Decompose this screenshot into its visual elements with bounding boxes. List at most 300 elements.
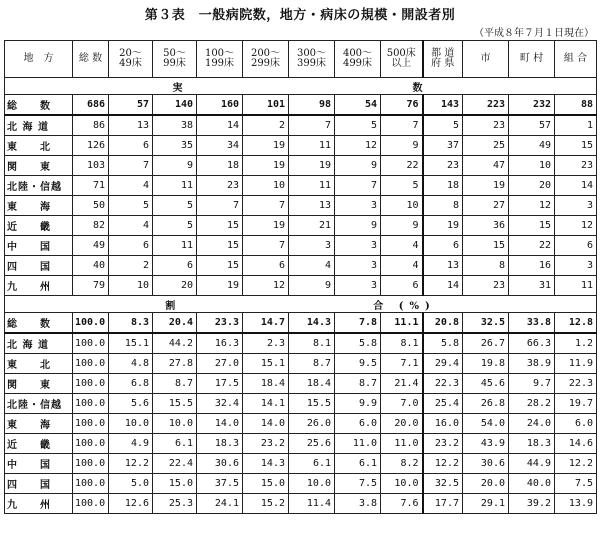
table-cell: 1 (555, 115, 597, 136)
table-cell: 8.7 (289, 354, 335, 374)
region-label: 北 海 道 (5, 115, 73, 136)
table-cell: 27.0 (197, 354, 243, 374)
table-cell: 32.4 (197, 394, 243, 414)
table-cell: 14.0 (243, 414, 289, 434)
column-header: 都 道 府 県 (423, 41, 463, 78)
table-cell: 12.2 (423, 454, 463, 474)
table-cell: 4 (109, 216, 153, 236)
table-cell: 54.0 (463, 414, 509, 434)
table-cell: 25.6 (289, 434, 335, 454)
table-cell: 18.3 (509, 434, 555, 454)
table-cell: 15.5 (153, 394, 197, 414)
table-cell: 5 (153, 196, 197, 216)
table-cell: 6.0 (335, 414, 381, 434)
table-cell: 98 (289, 95, 335, 116)
table-cell: 6 (153, 256, 197, 276)
column-header: 組 合 (555, 41, 597, 78)
table-cell: 22.3 (555, 374, 597, 394)
table-cell: 15.2 (243, 494, 289, 514)
table-cell: 82 (73, 216, 109, 236)
table-cell: 26.0 (289, 414, 335, 434)
table-cell: 10.0 (153, 414, 197, 434)
table-cell: 8.3 (109, 313, 153, 334)
table-cell: 5.8 (423, 333, 463, 354)
table-row (5, 414, 597, 434)
table-cell: 15 (463, 236, 509, 256)
table-cell: 14.6 (555, 434, 597, 454)
table-row (5, 256, 597, 276)
region-label: 四 国 (5, 256, 73, 276)
table-cell: 13 (109, 115, 153, 136)
table-cell: 20.0 (381, 414, 423, 434)
table-cell: 101 (243, 95, 289, 116)
table-cell: 23.2 (243, 434, 289, 454)
table-cell: 66.3 (509, 333, 555, 354)
table-cell: 50 (73, 196, 109, 216)
table-cell: 30.6 (197, 454, 243, 474)
column-header: 町 村 (509, 41, 555, 78)
column-header: 200〜 299床 (243, 41, 289, 78)
table-cell: 24.0 (509, 414, 555, 434)
table-cell: 54 (335, 95, 381, 116)
table-cell: 18 (423, 176, 463, 196)
table-cell: 15 (197, 256, 243, 276)
table-cell: 5 (109, 196, 153, 216)
region-label: 東 北 (5, 136, 73, 156)
table-cell: 5.6 (109, 394, 153, 414)
table-cell: 76 (381, 95, 423, 116)
table-cell: 6.1 (289, 454, 335, 474)
table-cell: 15.0 (153, 474, 197, 494)
table-cell: 23 (463, 115, 509, 136)
table-cell: 23 (463, 276, 509, 296)
table-cell: 49 (73, 236, 109, 256)
table-cell: 100.0 (73, 474, 109, 494)
table-cell: 3 (335, 236, 381, 256)
table-cell: 13 (289, 196, 335, 216)
hospital-table (4, 40, 597, 514)
table-cell: 12.8 (555, 313, 597, 334)
table-cell: 12.2 (109, 454, 153, 474)
table-cell: 28.2 (509, 394, 555, 414)
table-cell: 15 (197, 236, 243, 256)
table-cell: 4.8 (109, 354, 153, 374)
table-cell: 126 (73, 136, 109, 156)
table-cell: 7.5 (555, 474, 597, 494)
table-cell: 5 (423, 115, 463, 136)
table-cell: 57 (509, 115, 555, 136)
table-cell: 7.8 (335, 313, 381, 334)
section-row (5, 78, 597, 95)
region-label: 東 海 (5, 196, 73, 216)
table-cell: 11 (153, 236, 197, 256)
table-row (5, 216, 597, 236)
table-cell: 686 (73, 95, 109, 116)
table-row (5, 394, 597, 414)
region-label: 北陸・信越 (5, 176, 73, 196)
column-header: 500床 以上 (381, 41, 423, 78)
table-cell: 18.4 (289, 374, 335, 394)
table-cell: 7 (289, 115, 335, 136)
table-cell: 9 (153, 156, 197, 176)
table-cell: 6.1 (335, 454, 381, 474)
table-cell: 10 (509, 156, 555, 176)
table-cell: 4.9 (109, 434, 153, 454)
table-cell: 11.0 (335, 434, 381, 454)
table-row (5, 276, 597, 296)
table-cell: 7.1 (381, 354, 423, 374)
table-cell: 14.3 (243, 454, 289, 474)
table-cell: 6 (555, 236, 597, 256)
table-cell: 7 (381, 115, 423, 136)
table-cell: 18.3 (197, 434, 243, 454)
table-cell: 22 (381, 156, 423, 176)
table-cell: 100.0 (73, 394, 109, 414)
table-cell: 6.0 (555, 414, 597, 434)
table-cell: 7 (243, 196, 289, 216)
region-label: 近 畿 (5, 216, 73, 236)
table-cell: 8.2 (381, 454, 423, 474)
table-cell: 16.0 (423, 414, 463, 434)
region-label: 北 海 道 (5, 333, 73, 354)
table-cell: 44.2 (153, 333, 197, 354)
table-cell: 43.9 (463, 434, 509, 454)
table-cell: 12.6 (109, 494, 153, 514)
table-cell: 9 (381, 216, 423, 236)
table-cell: 14.3 (289, 313, 335, 334)
table-cell: 19 (423, 216, 463, 236)
table-cell: 15 (509, 216, 555, 236)
table-row (5, 374, 597, 394)
region-label: 関 東 (5, 156, 73, 176)
table-cell: 38.9 (509, 354, 555, 374)
table-cell: 23 (423, 156, 463, 176)
region-label: 総 数 (5, 313, 73, 334)
table-cell: 8.1 (289, 333, 335, 354)
table-cell: 25 (463, 136, 509, 156)
table-cell: 4 (289, 256, 335, 276)
table-cell: 24.1 (197, 494, 243, 514)
section-label: 割 合 (%) (5, 296, 597, 313)
table-cell: 21 (289, 216, 335, 236)
table-cell: 19 (243, 136, 289, 156)
table-cell: 19 (197, 276, 243, 296)
table-cell: 3 (555, 196, 597, 216)
column-header: 400〜 499床 (335, 41, 381, 78)
table-row (5, 115, 597, 136)
table-cell: 5.0 (109, 474, 153, 494)
table-cell: 7 (109, 156, 153, 176)
table-cell: 14.7 (243, 313, 289, 334)
table-cell: 32.5 (463, 313, 509, 334)
table-cell: 15.5 (289, 394, 335, 414)
table-cell: 9 (381, 136, 423, 156)
table-cell: 26.8 (463, 394, 509, 414)
table-cell: 20.8 (423, 313, 463, 334)
table-cell: 19 (289, 156, 335, 176)
table-cell: 19 (243, 216, 289, 236)
table-row (5, 196, 597, 216)
table-cell: 223 (463, 95, 509, 116)
table-cell: 3 (555, 256, 597, 276)
table-row (5, 95, 597, 116)
table-cell: 25.4 (423, 394, 463, 414)
region-label: 東 海 (5, 414, 73, 434)
table-cell: 5 (153, 216, 197, 236)
table-row (5, 236, 597, 256)
table-cell: 12 (509, 196, 555, 216)
table-cell: 45.6 (463, 374, 509, 394)
table-cell: 100.0 (73, 494, 109, 514)
table-cell: 37.5 (197, 474, 243, 494)
region-label: 東 北 (5, 354, 73, 374)
table-cell: 18.4 (243, 374, 289, 394)
table-cell: 17.7 (423, 494, 463, 514)
table-cell: 47 (463, 156, 509, 176)
column-header: 市 (463, 41, 509, 78)
table-cell: 27 (463, 196, 509, 216)
section-label: 実 数 (5, 78, 597, 95)
table-cell: 18 (197, 156, 243, 176)
table-cell: 11.0 (381, 434, 423, 454)
table-cell: 23.3 (197, 313, 243, 334)
region-label: 九 州 (5, 494, 73, 514)
table-cell: 100.0 (73, 313, 109, 334)
table-cell: 9 (289, 276, 335, 296)
table-row (5, 354, 597, 374)
table-cell: 143 (423, 95, 463, 116)
table-cell: 37 (423, 136, 463, 156)
table-cell: 71 (73, 176, 109, 196)
table-cell: 3 (335, 256, 381, 276)
table-cell: 32.5 (423, 474, 463, 494)
table-cell: 3 (335, 196, 381, 216)
table-cell: 6 (423, 236, 463, 256)
table-cell: 8 (423, 196, 463, 216)
survey-date: （平成８年７月１日現在） (474, 28, 594, 39)
table-cell: 100.0 (73, 333, 109, 354)
table-cell: 103 (73, 156, 109, 176)
table-cell: 5 (381, 176, 423, 196)
table-cell: 44.9 (509, 454, 555, 474)
table-cell: 35 (153, 136, 197, 156)
table-cell: 6 (109, 236, 153, 256)
section-row (5, 296, 597, 313)
table-cell: 79 (73, 276, 109, 296)
table-cell: 36 (463, 216, 509, 236)
table-cell: 9.9 (335, 394, 381, 414)
table-cell: 8.1 (381, 333, 423, 354)
table-cell: 140 (153, 95, 197, 116)
table-title: 第３表 一般病院数，地方・病床の規模・開設者別 (144, 8, 456, 23)
table-cell: 11 (555, 276, 597, 296)
table-cell: 232 (509, 95, 555, 116)
table-cell: 15.0 (243, 474, 289, 494)
region-label: 中 国 (5, 236, 73, 256)
table-row (5, 313, 597, 334)
table-cell: 5.8 (335, 333, 381, 354)
table-cell: 12 (335, 136, 381, 156)
table-cell: 7.0 (381, 394, 423, 414)
table-cell: 49 (509, 136, 555, 156)
table-cell: 21.4 (381, 374, 423, 394)
table-row (5, 474, 597, 494)
table-cell: 19.7 (555, 394, 597, 414)
region-label: 四 国 (5, 474, 73, 494)
table-cell: 6 (109, 136, 153, 156)
region-label: 近 畿 (5, 434, 73, 454)
table-cell: 10.0 (381, 474, 423, 494)
table-cell: 13 (423, 256, 463, 276)
table-cell: 4 (381, 256, 423, 276)
table-cell: 12 (243, 276, 289, 296)
table-cell: 12.2 (555, 454, 597, 474)
table-cell: 16.3 (197, 333, 243, 354)
table-cell: 25.3 (153, 494, 197, 514)
table-cell: 40 (73, 256, 109, 276)
table-cell: 20 (509, 176, 555, 196)
table-cell: 14.1 (243, 394, 289, 414)
table-cell: 1.2 (555, 333, 597, 354)
table-cell: 27.8 (153, 354, 197, 374)
table-cell: 86 (73, 115, 109, 136)
table-cell: 10 (109, 276, 153, 296)
table-cell: 14 (197, 115, 243, 136)
table-cell: 8.7 (335, 374, 381, 394)
table-cell: 2.3 (243, 333, 289, 354)
table-cell: 7.6 (381, 494, 423, 514)
table-cell: 7.5 (335, 474, 381, 494)
table-cell: 19 (463, 176, 509, 196)
table-cell: 8 (463, 256, 509, 276)
table-cell: 22.4 (153, 454, 197, 474)
table-cell: 6.1 (153, 434, 197, 454)
table-cell: 10.0 (289, 474, 335, 494)
table-cell: 26.7 (463, 333, 509, 354)
header-row (5, 41, 597, 78)
table-cell: 7 (197, 196, 243, 216)
region-label: 関 東 (5, 374, 73, 394)
table-cell: 23 (197, 176, 243, 196)
table-cell: 9.5 (335, 354, 381, 374)
table-cell: 11 (153, 176, 197, 196)
region-label: 九 州 (5, 276, 73, 296)
table-cell: 3 (335, 276, 381, 296)
column-header: 50〜 99床 (153, 41, 197, 78)
table-cell: 10 (381, 196, 423, 216)
table-cell: 100.0 (73, 434, 109, 454)
table-cell: 17.5 (197, 374, 243, 394)
column-header: 300〜 399床 (289, 41, 335, 78)
table-cell: 9.7 (509, 374, 555, 394)
table-cell: 15 (555, 136, 597, 156)
table-cell: 22 (509, 236, 555, 256)
table-cell: 160 (197, 95, 243, 116)
table-cell: 33.8 (509, 313, 555, 334)
table-cell: 4 (109, 176, 153, 196)
table-cell: 6.8 (109, 374, 153, 394)
table-cell: 39.2 (509, 494, 555, 514)
table-body (5, 78, 597, 514)
table-cell: 40.0 (509, 474, 555, 494)
table-cell: 3.8 (335, 494, 381, 514)
table-cell: 5 (335, 115, 381, 136)
table-cell: 14 (423, 276, 463, 296)
table-row (5, 156, 597, 176)
table-cell: 14 (555, 176, 597, 196)
table-cell: 57 (109, 95, 153, 116)
region-label: 中 国 (5, 454, 73, 474)
table-cell: 11 (289, 176, 335, 196)
table-cell: 14.0 (197, 414, 243, 434)
table-cell: 20 (153, 276, 197, 296)
table-row (5, 176, 597, 196)
table-cell: 7 (335, 176, 381, 196)
table-cell: 20.0 (463, 474, 509, 494)
column-header: 総 数 (73, 41, 109, 78)
table-cell: 6 (243, 256, 289, 276)
column-header: 100〜 199床 (197, 41, 243, 78)
table-cell: 10 (243, 176, 289, 196)
table-cell: 6 (381, 276, 423, 296)
table-cell: 11.4 (289, 494, 335, 514)
table-cell: 29.4 (423, 354, 463, 374)
table-cell: 31 (509, 276, 555, 296)
table-cell: 23 (555, 156, 597, 176)
table-cell: 100.0 (73, 454, 109, 474)
table-cell: 15 (197, 216, 243, 236)
table-row (5, 136, 597, 156)
region-label: 総 数 (5, 95, 73, 116)
table-cell: 11.9 (555, 354, 597, 374)
table-cell: 13.9 (555, 494, 597, 514)
table-cell: 2 (243, 115, 289, 136)
table-cell: 30.6 (463, 454, 509, 474)
table-cell: 100.0 (73, 374, 109, 394)
table-row (5, 454, 597, 474)
table-cell: 3 (289, 236, 335, 256)
table-row (5, 494, 597, 514)
table-cell: 9 (335, 156, 381, 176)
table-cell: 8.7 (153, 374, 197, 394)
table-row (5, 333, 597, 354)
column-header: 地 方 (5, 41, 73, 78)
table-cell: 38 (153, 115, 197, 136)
table-cell: 10.0 (109, 414, 153, 434)
table-cell: 12 (555, 216, 597, 236)
table-cell: 34 (197, 136, 243, 156)
table-cell: 15.1 (243, 354, 289, 374)
table-cell: 22.3 (423, 374, 463, 394)
table-cell: 11 (289, 136, 335, 156)
table-cell: 16 (509, 256, 555, 276)
table-cell: 23.2 (423, 434, 463, 454)
table-cell: 100.0 (73, 354, 109, 374)
table-cell: 19.8 (463, 354, 509, 374)
region-label: 北陸・信越 (5, 394, 73, 414)
table-cell: 9 (335, 216, 381, 236)
table-cell: 4 (381, 236, 423, 256)
table-cell: 100.0 (73, 414, 109, 434)
table-cell: 29.1 (463, 494, 509, 514)
table-cell: 19 (243, 156, 289, 176)
table-cell: 15.1 (109, 333, 153, 354)
table-row (5, 434, 597, 454)
table-cell: 20.4 (153, 313, 197, 334)
table-cell: 11.1 (381, 313, 423, 334)
table-cell: 2 (109, 256, 153, 276)
table-cell: 7 (243, 236, 289, 256)
